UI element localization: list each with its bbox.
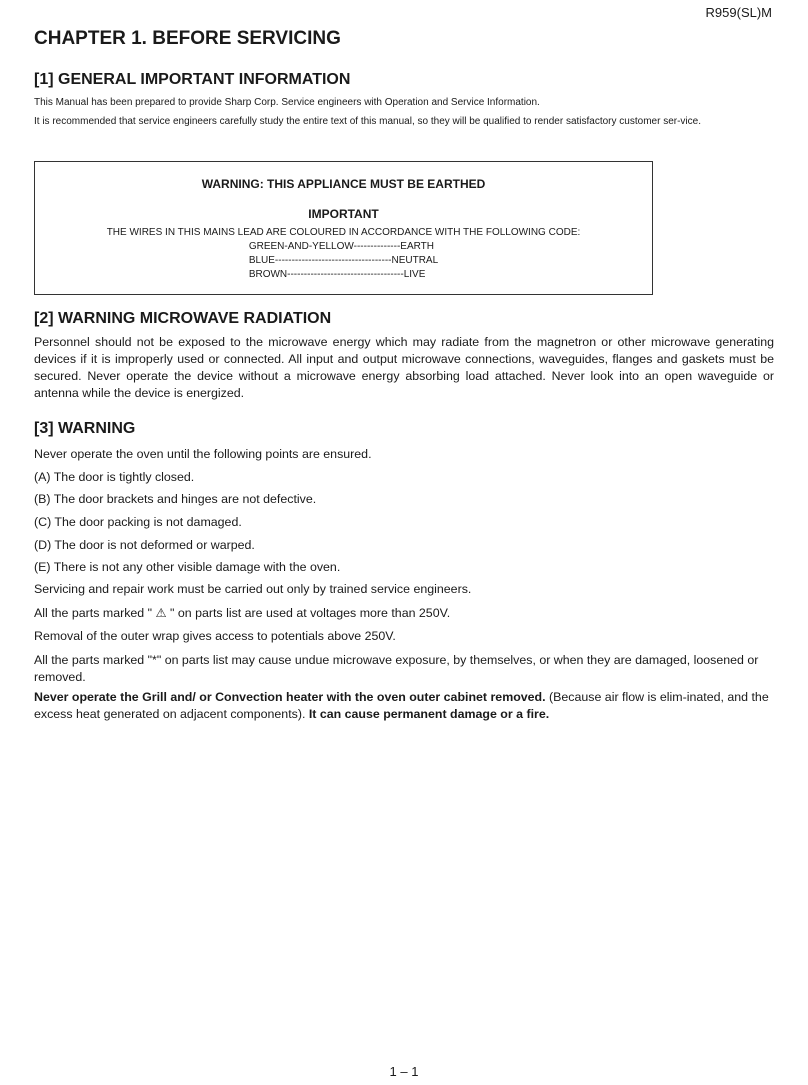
grill-warning-consequence: It can cause permanent damage or a fire. xyxy=(308,707,550,721)
wire-code-intro: THE WIRES IN THIS MAINS LEAD ARE COLOURED IN ACCORDANCE WITH THE FOLLOWING CODE: xyxy=(106,227,581,238)
warning-point-a: (A) The door is tightly closed. xyxy=(34,470,195,484)
section-heading-general-info: [1] GENERAL IMPORTANT INFORMATION xyxy=(34,71,351,88)
high-voltage-parts-note: All the parts marked " ⚠ " on parts list are used at voltages more than 250V. xyxy=(34,606,451,620)
paragraph-manual-purpose: This Manual has been prepared to provide Sharp Corp. Service engineers with Operation and Service Information. xyxy=(34,97,540,108)
wire-code-live: BROWN-----------------------------------LIVE xyxy=(248,269,426,280)
warning-point-b: (B) The door brackets and hinges are not defective. xyxy=(34,492,317,506)
wire-code-neutral: BLUE-----------------------------------NEUTRAL xyxy=(248,255,439,266)
paragraph-microwave-radiation: Personnel should not be exposed to the microwave energy which may radiate from the magnetron or other microwave generating devices if it is improperly used or connected. All input and output microwave connections, waveguides, flanges and gaskets must be secured. Never operate the device without a microwave energy absorbing load attached. Never look into an open waveguide or antenna while the device is energized. xyxy=(34,335,774,400)
warning-point-e: (E) There is not any other visible damage with the oven. xyxy=(34,560,341,574)
grill-convection-warning xyxy=(34,689,774,723)
servicing-note: Servicing and repair work must be carried out only by trained service engineers. xyxy=(34,582,472,596)
microwave-exposure-parts-note: All the parts marked "*" on parts list may cause undue microwave exposure, by themselves, or when they are damaged, loosened or removed. xyxy=(34,653,759,684)
grill-warning-bold: Never operate the Grill and/ or Convection heater with the oven outer cabinet removed. xyxy=(34,690,546,704)
section-heading-warning: [3] WARNING xyxy=(34,420,136,437)
paragraph-study-recommendation: It is recommended that service engineers carefully study the entire text of this manual, so they will be qualified to render satisfactory customer ser-vice. xyxy=(34,116,701,127)
earthing-warning-box xyxy=(34,161,653,295)
earthing-warning-title: WARNING: THIS APPLIANCE MUST BE EARTHED xyxy=(201,177,486,191)
section-heading-microwave-radiation: [2] WARNING MICROWAVE RADIATION xyxy=(34,310,332,327)
warning-intro: Never operate the oven until the following points are ensured. xyxy=(34,447,372,461)
outer-wrap-note: Removal of the outer wrap gives access to potentials above 250V. xyxy=(34,629,396,643)
wire-code-block xyxy=(35,226,652,282)
grill-warning-reason: (Because air flow is elim-inated, and the excess heat generated on adjacent components). xyxy=(34,690,769,721)
page-number: 1 – 1 xyxy=(389,1064,419,1079)
wire-code-earth: GREEN-AND-YELLOW--------------EARTH xyxy=(248,241,434,252)
page-id: R959(SL)M xyxy=(705,5,772,20)
chapter-title: CHAPTER 1. BEFORE SERVICING xyxy=(34,28,341,49)
wire-code-lines xyxy=(249,240,438,282)
warning-point-d: (D) The door is not deformed or warped. xyxy=(34,538,255,552)
warning-point-c: (C) The door packing is not damaged. xyxy=(34,515,242,529)
important-title: IMPORTANT xyxy=(308,207,379,221)
